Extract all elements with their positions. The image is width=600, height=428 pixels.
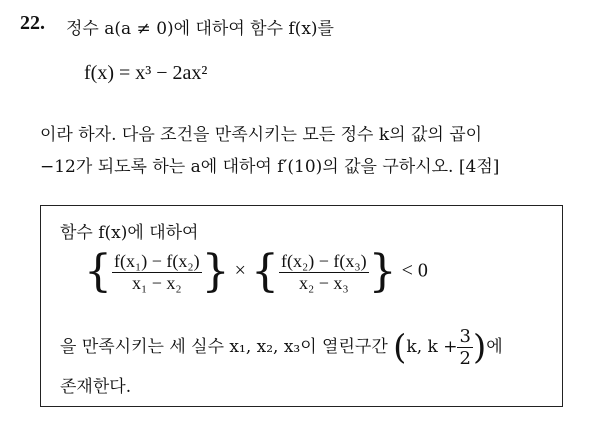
fraction-1 xyxy=(112,251,202,294)
interval-left-paren: ( xyxy=(393,327,407,368)
right-brace-1: } xyxy=(201,246,230,297)
condition-line3 xyxy=(60,326,503,369)
left-brace-1: { xyxy=(84,246,112,297)
fraction-1-numerator: f(x₁) − f(x₂) xyxy=(114,250,200,271)
problem-body-line1: 이라 하자. 다음 조건을 만족시키는 모든 정수 k의 값의 곱이 xyxy=(40,125,483,145)
condition-line3-pre: 을 만족시키는 세 실수 x₁, x₂, x₃이 열린구간 xyxy=(60,337,388,357)
condition-line4: 존재한다. xyxy=(60,377,132,397)
times-sign: × xyxy=(234,259,246,282)
condition-inequality xyxy=(84,246,428,297)
condition-line1: 함수 f(x)에 대하여 xyxy=(60,223,199,243)
problem-body-line2: −12가 되도록 하는 a에 대하여 f′(10)의 값을 구하시오. [4점] xyxy=(40,157,500,177)
problem-intro: 정수 a(a ≠ 0)에 대하여 함수 f(x)를 xyxy=(66,19,334,39)
fraction-2-denominator: x₂ − x₃ xyxy=(298,272,349,293)
interval-left: k, k + xyxy=(406,337,458,357)
interval-fraction-denominator: 2 xyxy=(459,348,471,369)
function-definition: f(x) = x³ − 2ax² xyxy=(84,62,208,84)
fraction-1-denominator: x₁ − x₂ xyxy=(131,272,182,293)
left-brace-2: { xyxy=(250,246,279,297)
right-brace-2: } xyxy=(368,246,397,297)
interval-fraction-numerator: 3 xyxy=(459,326,471,347)
condition-line3-post: 에 xyxy=(486,337,503,357)
interval-right-paren: ) xyxy=(472,327,487,368)
inequality-sign: < 0 xyxy=(401,259,428,282)
interval-fraction xyxy=(457,326,472,369)
fraction-2-numerator: f(x₂) − f(x₃) xyxy=(280,250,367,271)
problem-number: 22. xyxy=(20,12,45,34)
fraction-2 xyxy=(279,251,369,294)
